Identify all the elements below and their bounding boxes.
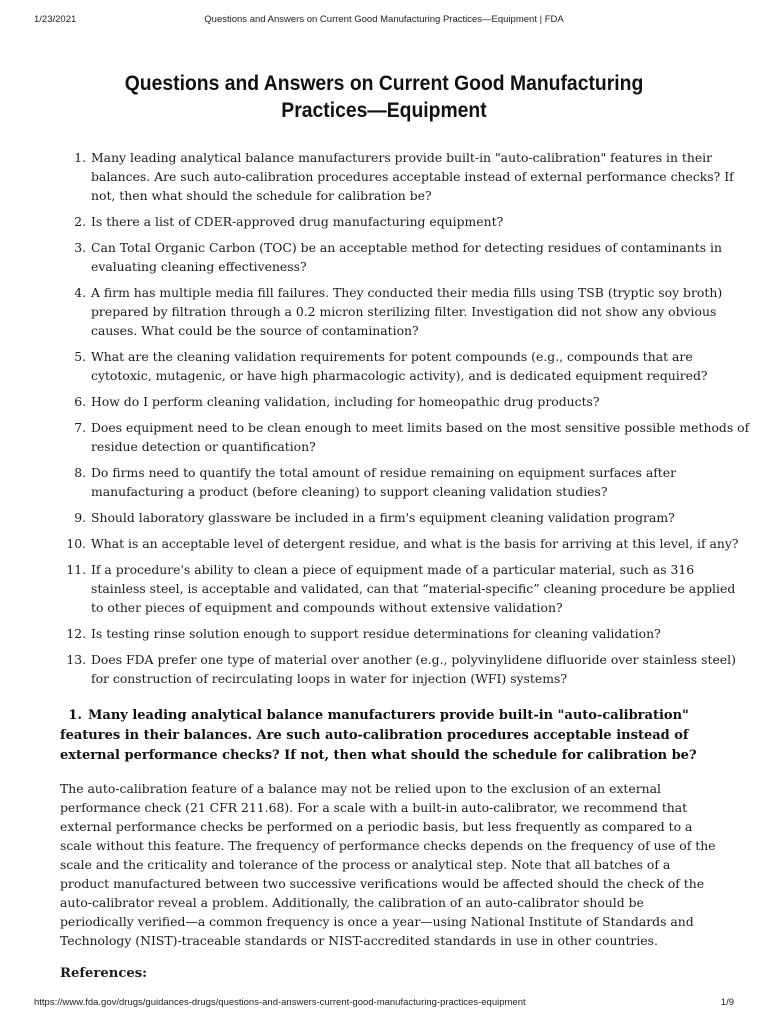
question-link-3[interactable]: 3. Can Total Organic Carbon (TOC) be an acceptable method for detecting residues of contaminants in evaluating cleaning effectiveness?: [90, 238, 750, 276]
references-heading: References:: [60, 966, 148, 981]
print-footer: [34, 997, 734, 1011]
question-link-4[interactable]: 4. A firm has multiple media fill failures. They conducted their media fills using TSB (tryptic soy broth) prepared by filtration through a 0.2 micron sterilizing filter. Investigation did not show any obvious causes. What could be the source of contamination?: [90, 283, 750, 340]
question-link-8[interactable]: 8. Do firms need to quantify the total amount of residue remaining on equipment surfaces after manufacturing a product (before cleaning) to support cleaning validation studies?: [90, 463, 750, 501]
question-link-6[interactable]: 6. How do I perform cleaning validation, including for homeopathic drug products?: [90, 392, 750, 411]
answer-section-1: [60, 706, 720, 981]
answer-text: The auto-calibration feature of a balance may not be relied upon to the exclusion of an external performance check (21 CFR 211.68). For a scale with a built-in auto-calibrator, we recommend that external performance checks be performed on a periodic basis, but less frequently as compared to a scale without this feature. The frequency of performance checks depends on the frequency of use of the scale and the criticality and tolerance of the process or analytical step. Note that all batches of a product manufactured between two successive verifications would be affected should the check of the auto-calibrator reveal a problem. Additionally, the calibration of an auto-calibrator should be periodically verified—a common frequency is once a year—using National Institute of Standards and Technology (NIST)-traceable standards or NIST-accredited standards in use in other countries.: [60, 781, 716, 948]
answer-question-text: Many leading analytical balance manufacturers provide built-in "auto-calibration" features in their balances. Are such auto-calibration procedures acceptable instead of external performance checks? If not, then what should the schedule for calibration be?: [60, 708, 697, 763]
page-url: https://www.fda.gov/drugs/guidances-drugs/questions-and-answers-current-good-manufacturing-practices-equipment: [34, 997, 526, 1008]
question-link-1[interactable]: 1. Many leading analytical balance manufacturers provide built-in "auto-calibration" features in their balances. Are such auto-calibration procedures acceptable instead of external performance checks? If not, then what should the schedule for calibration be?: [90, 148, 750, 205]
print-date: 1/23/2021: [34, 14, 77, 25]
question-link-13[interactable]: 13. Does FDA prefer one type of material over another (e.g., polyvinylidene difluoride over stainless steel) for construction of recirculating loops in water for injection (WFI) systems?: [90, 650, 750, 688]
answer-question-heading: [60, 706, 720, 766]
print-page-title: Questions and Answers on Current Good Manufacturing Practices—Equipment | FDA: [204, 14, 564, 25]
page-number: 1/9: [720, 997, 734, 1008]
print-header: [34, 14, 734, 28]
question-link-2[interactable]: 2. Is there a list of CDER-approved drug manufacturing equipment?: [90, 212, 750, 231]
question-list: [60, 148, 750, 695]
question-link-9[interactable]: 9. Should laboratory glassware be included in a firm's equipment cleaning validation program?: [90, 508, 750, 527]
question-link-11[interactable]: 11. If a procedure's ability to clean a piece of equipment made of a particular material, such as 316 stainless steel, is acceptable and validated, can that “material-specific” cleaning procedure be applied to other pieces of equipment and compounds without extensive validation?: [90, 560, 750, 617]
page-title: Questions and Answers on Current Good Manufacturing Practices—Equipment: [124, 71, 644, 122]
question-link-12[interactable]: 12. Is testing rinse solution enough to support residue determinations for cleaning validation?: [90, 624, 750, 643]
question-link-10[interactable]: 10. What is an acceptable level of detergent residue, and what is the basis for arriving at this level, if any?: [90, 534, 750, 553]
question-link-7[interactable]: 7. Does equipment need to be clean enough to meet limits based on the most sensitive possible methods of residue detection or quantification?: [90, 418, 750, 456]
answer-question-number: 1.: [68, 708, 82, 723]
question-link-5[interactable]: 5. What are the cleaning validation requirements for potent compounds (e.g., compounds that are cytotoxic, mutagenic, or have high pharmacologic activity), and is dedicated equipment required?: [90, 347, 750, 385]
